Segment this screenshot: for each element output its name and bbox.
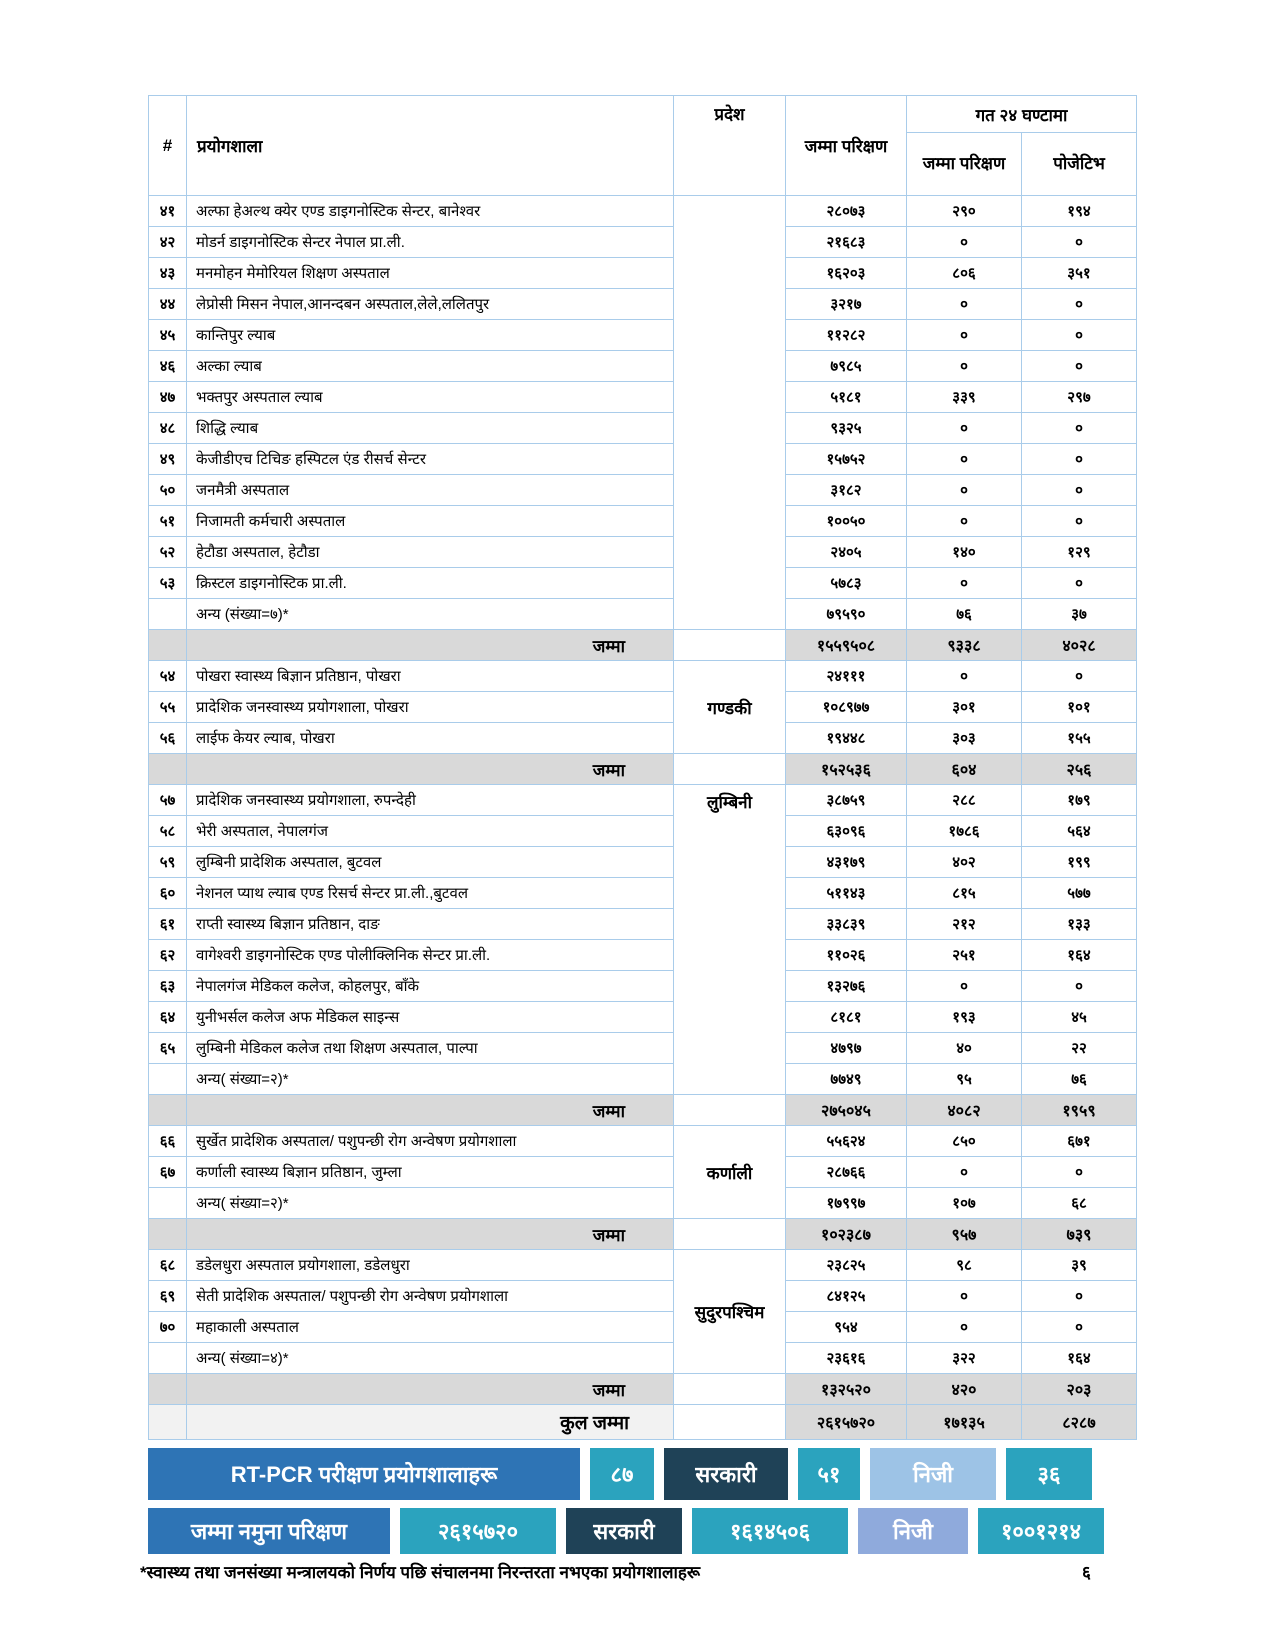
section-total-row — [149, 1374, 1137, 1405]
serial-cell: ६३ — [149, 971, 187, 1002]
table-row — [149, 971, 1137, 1002]
last24-tests-cell: ७६ — [907, 599, 1022, 630]
total-tests-cell: २८०७३ — [786, 196, 907, 227]
table-row — [149, 692, 1137, 723]
province-cell: लुम्बिनी — [674, 785, 786, 1095]
last24-tests-cell: ८५० — [907, 1126, 1022, 1157]
last24-positive-cell: ० — [1022, 1281, 1137, 1312]
table-row — [149, 940, 1137, 971]
last24-tests-cell: ० — [907, 413, 1022, 444]
lab-name-cell: महाकाली अस्पताल — [187, 1312, 674, 1343]
province-cell: कर्णाली — [674, 1126, 786, 1219]
labs-table-body — [149, 196, 1137, 1440]
last24-tests-cell: ० — [907, 289, 1022, 320]
lab-name-cell: प्रादेशिक जनस्वास्थ्य प्रयोगशाला, रुपन्देही — [187, 785, 674, 816]
labs-table — [148, 95, 1137, 1440]
last24-positive-cell: १०१ — [1022, 692, 1137, 723]
last24-positive-cell: ० — [1022, 475, 1137, 506]
serial-cell — [149, 1219, 187, 1250]
last24-positive-cell: ० — [1022, 351, 1137, 382]
last24-tests-cell: ४० — [907, 1033, 1022, 1064]
last24-positive-cell: ४०२८ — [1022, 630, 1137, 661]
table-row — [149, 878, 1137, 909]
total-tests-cell: २८७६६ — [786, 1157, 907, 1188]
last24-positive-cell: ० — [1022, 661, 1137, 692]
serial-cell: ६९ — [149, 1281, 187, 1312]
last24-positive-cell: ३७ — [1022, 599, 1137, 630]
page-number: ६ — [1082, 1563, 1091, 1582]
serial-cell: ४७ — [149, 382, 187, 413]
header-province: प्रदेश — [674, 96, 786, 196]
lab-name-cell: कान्तिपुर ल्याब — [187, 320, 674, 351]
province-cell — [674, 1405, 786, 1440]
total-tests-cell: २१६८३ — [786, 227, 907, 258]
total-tests-cell: २३८२५ — [786, 1250, 907, 1281]
last24-positive-cell: ० — [1022, 568, 1137, 599]
last24-positive-cell: १९९ — [1022, 847, 1137, 878]
total-samples-segment: २६१५७२० — [400, 1508, 556, 1554]
total-tests-cell: १५२५३६ — [786, 754, 907, 785]
table-row — [149, 1126, 1137, 1157]
last24-tests-cell: ० — [907, 475, 1022, 506]
last24-tests-cell: ९५७ — [907, 1219, 1022, 1250]
serial-cell — [149, 1343, 187, 1374]
lab-name-cell: अल्फा हेअल्थ क्येर एण्ड डाइगनोस्टिक सेन्टर, बानेश्वर — [187, 196, 674, 227]
lab-name-cell: सेती प्रादेशिक अस्पताल/ पशुपन्छी रोग अन्वेषण प्रयोगशाला — [187, 1281, 674, 1312]
serial-cell: ५९ — [149, 847, 187, 878]
header-laboratory: प्रयोगशाला — [187, 96, 674, 196]
others-label-cell: अन्य( संख्या=२)* — [187, 1188, 674, 1219]
last24-tests-cell: ३०१ — [907, 692, 1022, 723]
table-row — [149, 1281, 1137, 1312]
last24-tests-cell: ० — [907, 444, 1022, 475]
last24-tests-cell: ४०८२ — [907, 1095, 1022, 1126]
last24-tests-cell: ० — [907, 227, 1022, 258]
last24-positive-cell: १७९ — [1022, 785, 1137, 816]
serial-cell: ४५ — [149, 320, 187, 351]
last24-tests-cell: ३०३ — [907, 723, 1022, 754]
last24-positive-cell: १९४ — [1022, 196, 1137, 227]
last24-tests-cell: ० — [907, 1312, 1022, 1343]
last24-positive-cell: ६७१ — [1022, 1126, 1137, 1157]
grand-total-label: कुल जम्मा — [187, 1405, 674, 1440]
table-row — [149, 723, 1137, 754]
last24-tests-cell: ० — [907, 1281, 1022, 1312]
grand-total-row — [149, 1405, 1137, 1440]
total-tests-cell: २७५०४५ — [786, 1095, 907, 1126]
serial-cell: ४२ — [149, 227, 187, 258]
serial-cell: ६१ — [149, 909, 187, 940]
serial-cell: ५२ — [149, 537, 187, 568]
last24-tests-cell: ८१५ — [907, 878, 1022, 909]
last24-tests-cell: ० — [907, 506, 1022, 537]
lab-name-cell: सुर्खेत प्रादेशिक अस्पताल/ पशुपन्छी रोग अन्वेषण प्रयोगशाला — [187, 1126, 674, 1157]
serial-cell: ५३ — [149, 568, 187, 599]
total-tests-cell: १७९९७ — [786, 1188, 907, 1219]
total-samples-segment: निजी — [858, 1508, 968, 1554]
last24-tests-cell: ९३३८ — [907, 630, 1022, 661]
lab-name-cell: अल्का ल्याब — [187, 351, 674, 382]
last24-tests-cell: ० — [907, 320, 1022, 351]
total-tests-cell: ९३२५ — [786, 413, 907, 444]
last24-positive-cell: ० — [1022, 971, 1137, 1002]
total-tests-cell: २६१५७२० — [786, 1405, 907, 1440]
total-tests-cell: १०८९७७ — [786, 692, 907, 723]
last24-tests-cell: २९० — [907, 196, 1022, 227]
last24-tests-cell: ० — [907, 1157, 1022, 1188]
lab-name-cell: लाईफ केयर ल्याब, पोखरा — [187, 723, 674, 754]
last24-positive-cell: १२९ — [1022, 537, 1137, 568]
last24-positive-cell: १६४ — [1022, 1343, 1137, 1374]
lab-name-cell: राप्ती स्वास्थ्य बिज्ञान प्रतिष्ठान, दाङ — [187, 909, 674, 940]
serial-cell: ६४ — [149, 1002, 187, 1033]
table-row — [149, 413, 1137, 444]
last24-positive-cell: ० — [1022, 320, 1137, 351]
lab-name-cell: नेपालगंज मेडिकल कलेज, कोहलपुर, बाँके — [187, 971, 674, 1002]
total-tests-cell: ५५६२४ — [786, 1126, 907, 1157]
table-row — [149, 444, 1137, 475]
table-row — [149, 816, 1137, 847]
section-total-row — [149, 1095, 1137, 1126]
serial-cell — [149, 1405, 187, 1440]
table-row — [149, 227, 1137, 258]
table-row — [149, 847, 1137, 878]
lab-name-cell: मनमोहन मेमोरियल शिक्षण अस्पताल — [187, 258, 674, 289]
serial-cell: ४४ — [149, 289, 187, 320]
last24-positive-cell: २२ — [1022, 1033, 1137, 1064]
province-cell — [674, 1219, 786, 1250]
last24-tests-cell: ४२० — [907, 1374, 1022, 1405]
last24-tests-cell: १७८६ — [907, 816, 1022, 847]
total-tests-cell: ११२८२ — [786, 320, 907, 351]
total-tests-cell: १९४४८ — [786, 723, 907, 754]
last24-tests-cell: ३२२ — [907, 1343, 1022, 1374]
total-tests-cell: १५७५२ — [786, 444, 907, 475]
table-row — [149, 506, 1137, 537]
lab-name-cell: लुम्बिनी मेडिकल कलेज तथा शिक्षण अस्पताल, पाल्पा — [187, 1033, 674, 1064]
last24-positive-cell: २५६ — [1022, 754, 1137, 785]
total-tests-cell: ५११४३ — [786, 878, 907, 909]
lab-name-cell: डडेलधुरा अस्पताल प्रयोगशाला, डडेलधुरा — [187, 1250, 674, 1281]
last24-positive-cell: १३३ — [1022, 909, 1137, 940]
last24-positive-cell: ० — [1022, 289, 1137, 320]
serial-cell: ५६ — [149, 723, 187, 754]
serial-cell: ४६ — [149, 351, 187, 382]
table-row — [149, 475, 1137, 506]
section-total-label: जम्मा — [187, 1095, 674, 1126]
serial-cell — [149, 599, 187, 630]
total-samples-segment: १६१४५०६ — [692, 1508, 848, 1554]
last24-tests-cell: ६०४ — [907, 754, 1022, 785]
total-tests-cell: ३८७५९ — [786, 785, 907, 816]
last24-tests-cell: १४० — [907, 537, 1022, 568]
last24-positive-cell: ३९ — [1022, 1250, 1137, 1281]
header-total-tests: जम्मा परिक्षण — [786, 96, 907, 196]
last24-positive-cell: ० — [1022, 506, 1137, 537]
total-tests-cell: ४७९७ — [786, 1033, 907, 1064]
serial-cell — [149, 1064, 187, 1095]
serial-cell — [149, 1188, 187, 1219]
last24-positive-cell: २९७ — [1022, 382, 1137, 413]
serial-cell: ५५ — [149, 692, 187, 723]
lab-name-cell: भेरी अस्पताल, नेपालगंज — [187, 816, 674, 847]
last24-positive-cell: ० — [1022, 444, 1137, 475]
table-row — [149, 1250, 1137, 1281]
total-tests-cell: ३१८२ — [786, 475, 907, 506]
lab-name-cell: निजामती कर्मचारी अस्पताल — [187, 506, 674, 537]
last24-tests-cell: ९८ — [907, 1250, 1022, 1281]
province-cell: गण्डकी — [674, 661, 786, 754]
total-tests-cell: ३३८३९ — [786, 909, 907, 940]
total-tests-cell: १००५० — [786, 506, 907, 537]
last24-tests-cell: ० — [907, 971, 1022, 1002]
lab-name-cell: कर्णाली स्वास्थ्य बिज्ञान प्रतिष्ठान, जुम्ला — [187, 1157, 674, 1188]
serial-cell: ४९ — [149, 444, 187, 475]
section-total-label: जम्मा — [187, 1374, 674, 1405]
others-label-cell: अन्य( संख्या=२)* — [187, 1064, 674, 1095]
rtpcr-labs-segment: ५१ — [798, 1448, 860, 1500]
total-samples-segment: जम्मा नमुना परिक्षण — [148, 1508, 390, 1554]
last24-positive-cell: ७६ — [1022, 1064, 1137, 1095]
total-tests-cell: २३६१६ — [786, 1343, 907, 1374]
province-cell: सुदुरपश्चिम — [674, 1250, 786, 1374]
table-row — [149, 196, 1137, 227]
total-tests-cell: १५५९५०८ — [786, 630, 907, 661]
rtpcr-labs-segment: RT-PCR परीक्षण प्रयोगशालाहरू — [148, 1448, 580, 1500]
serial-cell: ५७ — [149, 785, 187, 816]
last24-tests-cell: ३३९ — [907, 382, 1022, 413]
section-total-label: जम्मा — [187, 754, 674, 785]
total-tests-cell: १६२०३ — [786, 258, 907, 289]
serial-cell: ६७ — [149, 1157, 187, 1188]
last24-tests-cell: २५१ — [907, 940, 1022, 971]
last24-tests-cell: ८०६ — [907, 258, 1022, 289]
serial-cell: ५१ — [149, 506, 187, 537]
serial-cell — [149, 754, 187, 785]
last24-tests-cell: १०७ — [907, 1188, 1022, 1219]
table-row-others — [149, 1188, 1137, 1219]
last24-tests-cell: १७१३५ — [907, 1405, 1022, 1440]
total-tests-cell: ७७४९ — [786, 1064, 907, 1095]
labs-table-header — [149, 96, 1137, 196]
total-tests-cell: ४३१७९ — [786, 847, 907, 878]
serial-cell: ५८ — [149, 816, 187, 847]
serial-cell: ६८ — [149, 1250, 187, 1281]
table-row — [149, 1157, 1137, 1188]
last24-positive-cell: ६८ — [1022, 1188, 1137, 1219]
lab-name-cell: केजीडीएच टिचिङ हस्पिटल एंड रीसर्च सेन्टर — [187, 444, 674, 475]
serial-cell: ५४ — [149, 661, 187, 692]
table-row — [149, 320, 1137, 351]
last24-positive-cell: १५५ — [1022, 723, 1137, 754]
last24-positive-cell: ७३९ — [1022, 1219, 1137, 1250]
lab-name-cell: लुम्बिनी प्रादेशिक अस्पताल, बुटवल — [187, 847, 674, 878]
serial-cell: ४८ — [149, 413, 187, 444]
total-tests-cell: १३२५२० — [786, 1374, 907, 1405]
lab-name-cell: युनीभर्सल कलेज अफ मेडिकल साइन्स — [187, 1002, 674, 1033]
lab-name-cell: जनमैत्री अस्पताल — [187, 475, 674, 506]
last24-tests-cell: ० — [907, 351, 1022, 382]
total-tests-cell: ६३०९६ — [786, 816, 907, 847]
last24-tests-cell: २१२ — [907, 909, 1022, 940]
total-tests-cell: २४०५ — [786, 537, 907, 568]
table-row — [149, 661, 1137, 692]
last24-positive-cell: १९५९ — [1022, 1095, 1137, 1126]
header-last24-total: जम्मा परिक्षण — [907, 133, 1022, 196]
table-row-others — [149, 1343, 1137, 1374]
lab-name-cell: हेटौडा अस्पताल, हेटौडा — [187, 537, 674, 568]
last24-tests-cell: ० — [907, 661, 1022, 692]
total-tests-cell: १०२३८७ — [786, 1219, 907, 1250]
table-row — [149, 785, 1137, 816]
rtpcr-labs-segment: निजी — [870, 1448, 996, 1500]
last24-tests-cell: १९३ — [907, 1002, 1022, 1033]
serial-cell: ४१ — [149, 196, 187, 227]
total-samples-segment: १००१२१४ — [978, 1508, 1104, 1554]
last24-positive-cell: ५७७ — [1022, 878, 1137, 909]
header-last24-group: गत २४ घण्टामा — [907, 96, 1137, 133]
last24-positive-cell: ३५१ — [1022, 258, 1137, 289]
table-row — [149, 909, 1137, 940]
table-row — [149, 1033, 1137, 1064]
total-tests-cell: ५१८१ — [786, 382, 907, 413]
table-row-others — [149, 1064, 1137, 1095]
province-cell — [674, 196, 786, 630]
lab-name-cell: शिद्धि ल्याब — [187, 413, 674, 444]
section-total-row — [149, 754, 1137, 785]
serial-cell: ६२ — [149, 940, 187, 971]
last24-tests-cell: ४०२ — [907, 847, 1022, 878]
total-tests-cell: ५७८३ — [786, 568, 907, 599]
section-total-row — [149, 630, 1137, 661]
total-tests-cell: ७९८५ — [786, 351, 907, 382]
table-row — [149, 1312, 1137, 1343]
total-tests-cell: ११०२६ — [786, 940, 907, 971]
section-total-label: जम्मा — [187, 1219, 674, 1250]
table-row — [149, 568, 1137, 599]
total-tests-cell: ३२१७ — [786, 289, 907, 320]
others-label-cell: अन्य( संख्या=४)* — [187, 1343, 674, 1374]
province-cell — [674, 1095, 786, 1126]
section-total-row — [149, 1219, 1137, 1250]
last24-tests-cell: २८८ — [907, 785, 1022, 816]
summary-bar-total-samples — [148, 1508, 1114, 1554]
table-row — [149, 289, 1137, 320]
total-tests-cell: १३२७६ — [786, 971, 907, 1002]
province-cell — [674, 1374, 786, 1405]
table-row — [149, 537, 1137, 568]
lab-name-cell: मोडर्न डाइगनोस्टिक सेन्टर नेपाल प्रा.ली. — [187, 227, 674, 258]
last24-positive-cell: ० — [1022, 413, 1137, 444]
lab-name-cell: भक्तपुर अस्पताल ल्याब — [187, 382, 674, 413]
rtpcr-labs-segment: ३६ — [1006, 1448, 1092, 1500]
lab-name-cell: वागेश्वरी डाइगनोस्टिक एण्ड पोलीक्लिनिक सेन्टर प्रा.ली. — [187, 940, 674, 971]
table-row — [149, 258, 1137, 289]
total-tests-cell: ९५४ — [786, 1312, 907, 1343]
table-row-others — [149, 599, 1137, 630]
total-tests-cell: ८१८१ — [786, 1002, 907, 1033]
lab-name-cell: नेशनल प्याथ ल्याब एण्ड रिसर्च सेन्टर प्रा.ली.,बुटवल — [187, 878, 674, 909]
total-tests-cell: ८४१२५ — [786, 1281, 907, 1312]
last24-positive-cell: ० — [1022, 1157, 1137, 1188]
total-tests-cell: ७९५९० — [786, 599, 907, 630]
summary-bar-rtpcr-labs — [148, 1448, 1102, 1500]
serial-cell: ६५ — [149, 1033, 187, 1064]
lab-name-cell: पोखरा स्वास्थ्य बिज्ञान प्रतिष्ठान, पोखरा — [187, 661, 674, 692]
last24-positive-cell: ० — [1022, 1312, 1137, 1343]
footnote: *स्वास्थ्य तथा जनसंख्या मन्त्रालयको निर्णय पछि संचालनमा निरन्तरता नभएका प्रयोगशालाहरू — [140, 1563, 701, 1582]
rtpcr-labs-segment: ८७ — [590, 1448, 654, 1500]
table-row — [149, 351, 1137, 382]
others-label-cell: अन्य (संख्या=७)* — [187, 599, 674, 630]
lab-name-cell: लेप्रोसी मिसन नेपाल,आनन्दबन अस्पताल,लेले,ललितपुर — [187, 289, 674, 320]
lab-name-cell: प्रादेशिक जनस्वास्थ्य प्रयोगशाला, पोखरा — [187, 692, 674, 723]
table-row — [149, 1002, 1137, 1033]
last24-tests-cell: ९५ — [907, 1064, 1022, 1095]
serial-cell: ७० — [149, 1312, 187, 1343]
province-cell — [674, 630, 786, 661]
last24-tests-cell: ० — [907, 568, 1022, 599]
table-row — [149, 382, 1137, 413]
header-last24-positive: पोजेटिभ — [1022, 133, 1137, 196]
serial-cell: ६० — [149, 878, 187, 909]
total-tests-cell: २४१११ — [786, 661, 907, 692]
last24-positive-cell: २०३ — [1022, 1374, 1137, 1405]
section-total-label: जम्मा — [187, 630, 674, 661]
last24-positive-cell: १६४ — [1022, 940, 1137, 971]
province-cell — [674, 754, 786, 785]
total-samples-segment: सरकारी — [566, 1508, 682, 1554]
last24-positive-cell: ८२८७ — [1022, 1405, 1137, 1440]
last24-positive-cell: ० — [1022, 227, 1137, 258]
lab-name-cell: क्रिस्टल डाइगनोस्टिक प्रा.ली. — [187, 568, 674, 599]
serial-cell: ६६ — [149, 1126, 187, 1157]
last24-positive-cell: ४५ — [1022, 1002, 1137, 1033]
rtpcr-labs-segment: सरकारी — [664, 1448, 788, 1500]
serial-cell — [149, 630, 187, 661]
serial-cell — [149, 1374, 187, 1405]
header-serial: # — [149, 96, 187, 196]
last24-positive-cell: ५६४ — [1022, 816, 1137, 847]
serial-cell: ५० — [149, 475, 187, 506]
serial-cell — [149, 1095, 187, 1126]
serial-cell: ४३ — [149, 258, 187, 289]
